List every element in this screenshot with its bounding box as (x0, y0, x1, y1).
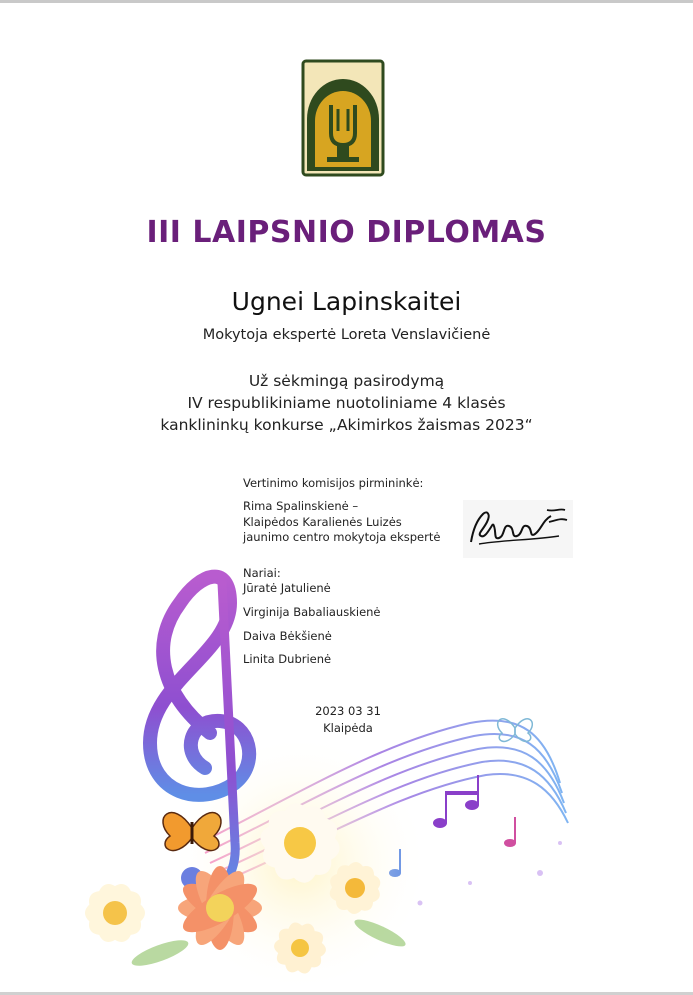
teacher-line: Mokytoja ekspertė Loreta Venslavičienė (202, 327, 491, 343)
diploma-page (0, 3, 693, 992)
issue-place: Klaipėda (323, 721, 373, 735)
members-label: Nariai: (243, 566, 281, 580)
treble-clef-flowers-icon (0, 543, 693, 993)
reason-line: IV respublikiniame nuotoliniame 4 klasės (187, 394, 506, 412)
chair-label: Vertinimo komisijos pirmininkė: (243, 476, 424, 490)
chair-line: jaunimo centro mokytoja ekspertė (243, 530, 441, 544)
member-name: Daiva Bėkšienė (243, 629, 332, 643)
member-name: Virginija Babaliauskienė (243, 605, 381, 619)
reason-line: Už sėkmingą pasirodymą (248, 372, 445, 390)
issue-date: 2023 03 31 (315, 704, 381, 718)
diploma-title: III LAIPSNIO DIPLOMAS (146, 215, 547, 250)
school-emblem-icon (301, 59, 385, 177)
committee-chair-block (243, 475, 440, 546)
member-name: Jūratė Jatulienė (243, 581, 331, 595)
school-logo (301, 59, 385, 177)
decorative-artwork (0, 543, 693, 993)
reason-line: kanklininkų konkurse „Akimirkos žaismas 2023“ (160, 416, 533, 434)
member-name: Linita Dubrienė (243, 652, 332, 666)
chair-line: Klaipėdos Karalienės Luizės (243, 514, 402, 529)
recipient-name: Ugnei Lapinskaitei (231, 287, 462, 316)
chair-line: Rima Spalinskienė – (243, 499, 359, 513)
award-reason (0, 370, 693, 436)
